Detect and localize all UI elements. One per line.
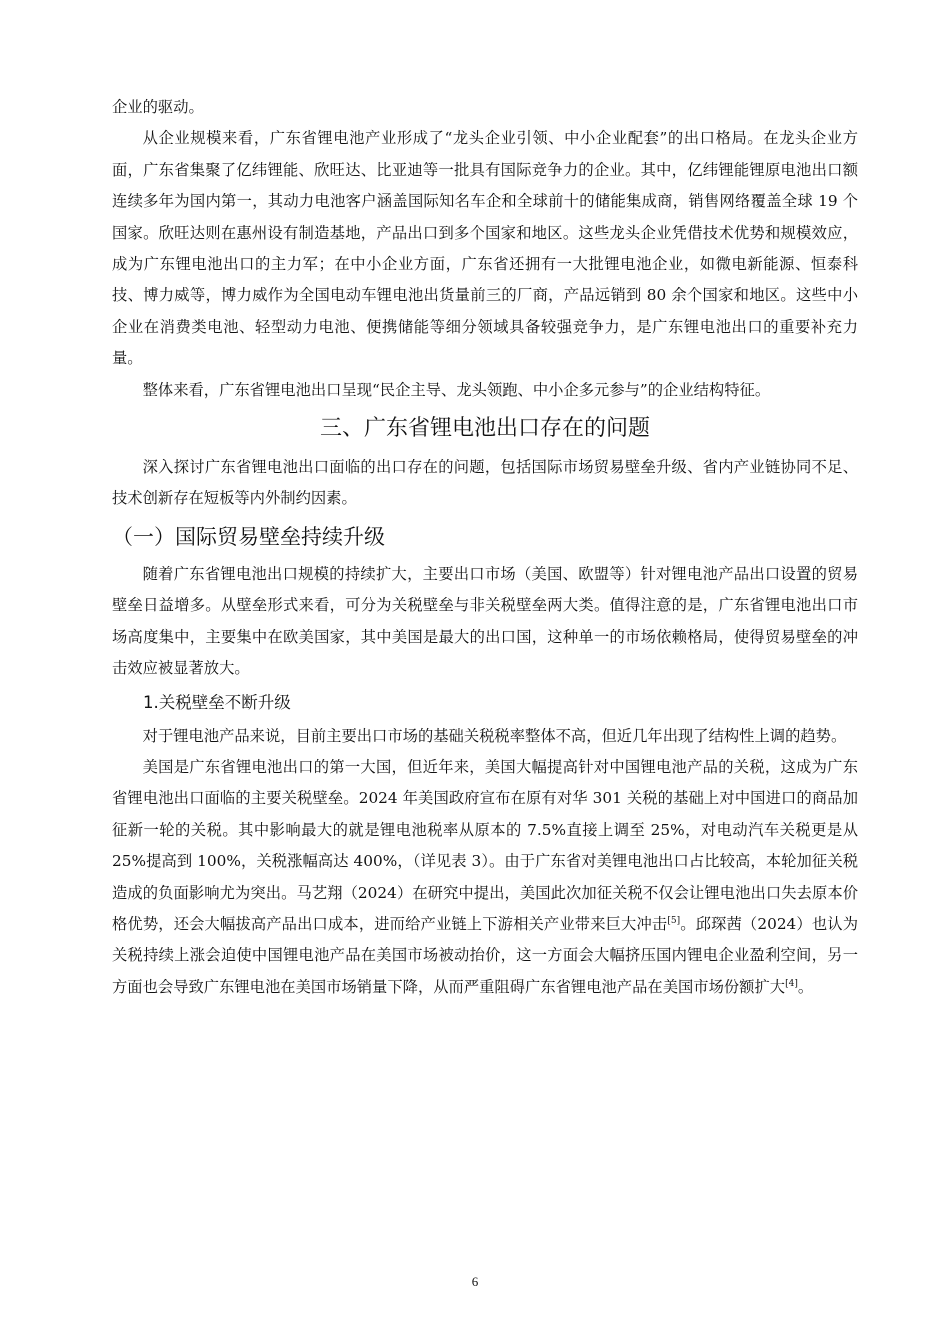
paragraph-trade-barriers: 随着广东省锂电池出口规模的持续扩大，主要出口市场（美国、欧盟等）针对锂电池产品出口设置的贸易壁垒日益增多。从壁垒形式来看，可分为关税壁垒与非关税壁垒两大类。值得注意的是，广东省锂电池出口市场高度集中，主要集中在欧美国家，其中美国是最大的出口国，这种单一的市场依赖格局，使得贸易壁垒的冲击效应被显著放大。 [112,564,858,678]
us-tariffs-text-part1: 美国是广东省锂电池出口的第一大国，但近年来，美国大幅提高针对中国锂电池产品的关税，这成为广东省锂电池出口面临的主要关税壁垒。2024 年美国政府宣布在原有对华 301 关税的基础上对中国进口的商品加征新一轮的关税。其中影响最大的就是锂电池税率从原本的 7.5%直接上调至 25%，对电动汽车关税更是从 25%提高到 100%，关税涨幅高达 400%，（详见表 3）。由于广东省对美锂电池出口占比较高，本轮加征关税造成的负面影响尤为突出。马艺翔（2024）在研究中提出，美国此次加征关税不仅会让锂电池出口失去原本价格优势，还会大幅拔高产品出口成本，进而给产业链上下游相关产业带来巨大冲击 [112,757,858,933]
paragraph-continuation: 企业的驱动。 [112,98,204,116]
us-tariffs-text-end: 。 [797,977,814,996]
citation-ref-5[interactable]: [5] [667,915,681,926]
page-body [112,92,858,1003]
section-heading: 三、广东省锂电池出口存在的问题 [319,416,650,442]
paragraph-tariff-rates: 对于锂电池产品来说，目前主要出口市场的基础关税税率整体不高，但近几年出现了结构性上调的趋势。 [142,726,847,745]
paragraph-overall-summary: 整体来看，广东省锂电池出口呈现“民企主导、龙头领跑、中小企多元参与”的企业结构特征。 [142,380,771,399]
subsection-heading: （一）国际贸易壁垒持续升级 [112,524,385,549]
paragraph-us-tariffs [112,752,858,1003]
page-number: 6 [471,1274,479,1289]
subsubsection-heading: 1.关税壁垒不断升级 [143,692,291,712]
us-tariffs-text-part2: 。邱琛茜（2024）也认为关税持续上涨会迫使中国锂电池产品在美国市场被动抬价，这一方面会大幅挤压国内锂电企业盈利空间，另一方面也会导致广东锂电池在美国市场销量下降，从而严重阻碍广东省锂电池产品在美国市场份额扩大 [112,914,858,996]
paragraph-enterprise-scale: 从企业规模来看，广东省锂电池产业形成了“龙头企业引领、中小企业配套”的出口格局。在龙头企业方面，广东省集聚了亿纬锂能、欣旺达、比亚迪等一批具有国际竞争力的企业。其中，亿纬锂能锂原电池出口额连续多年为国内第一，其动力电池客户涵盖国际知名车企和全球前十的储能集成商，销售网络覆盖全球 19 个国家。欣旺达则在惠州设有制造基地，产品出口到多个国家和地区。这些龙头企业凭借技术优势和规模效应，成为广东锂电池出口的主力军；在中小企业方面，广东省还拥有一大批锂电池企业，如微电新能源、恒泰科技、博力威等，博力威作为全国电动车锂电池出货量前三的厂商，产品远销到 80 余个国家和地区。这些中小企业在消费类电池、轻型动力电池、便携储能等细分领域具备较强竞争力，是广东锂电池出口的重要补充力量。 [112,129,858,368]
citation-ref-4[interactable]: [4] [785,978,798,989]
paragraph-section-intro: 深入探讨广东省锂电池出口面临的出口存在的问题，包括国际市场贸易壁垒升级、省内产业链协同不足、技术创新存在短板等内外制约因素。 [112,458,858,508]
